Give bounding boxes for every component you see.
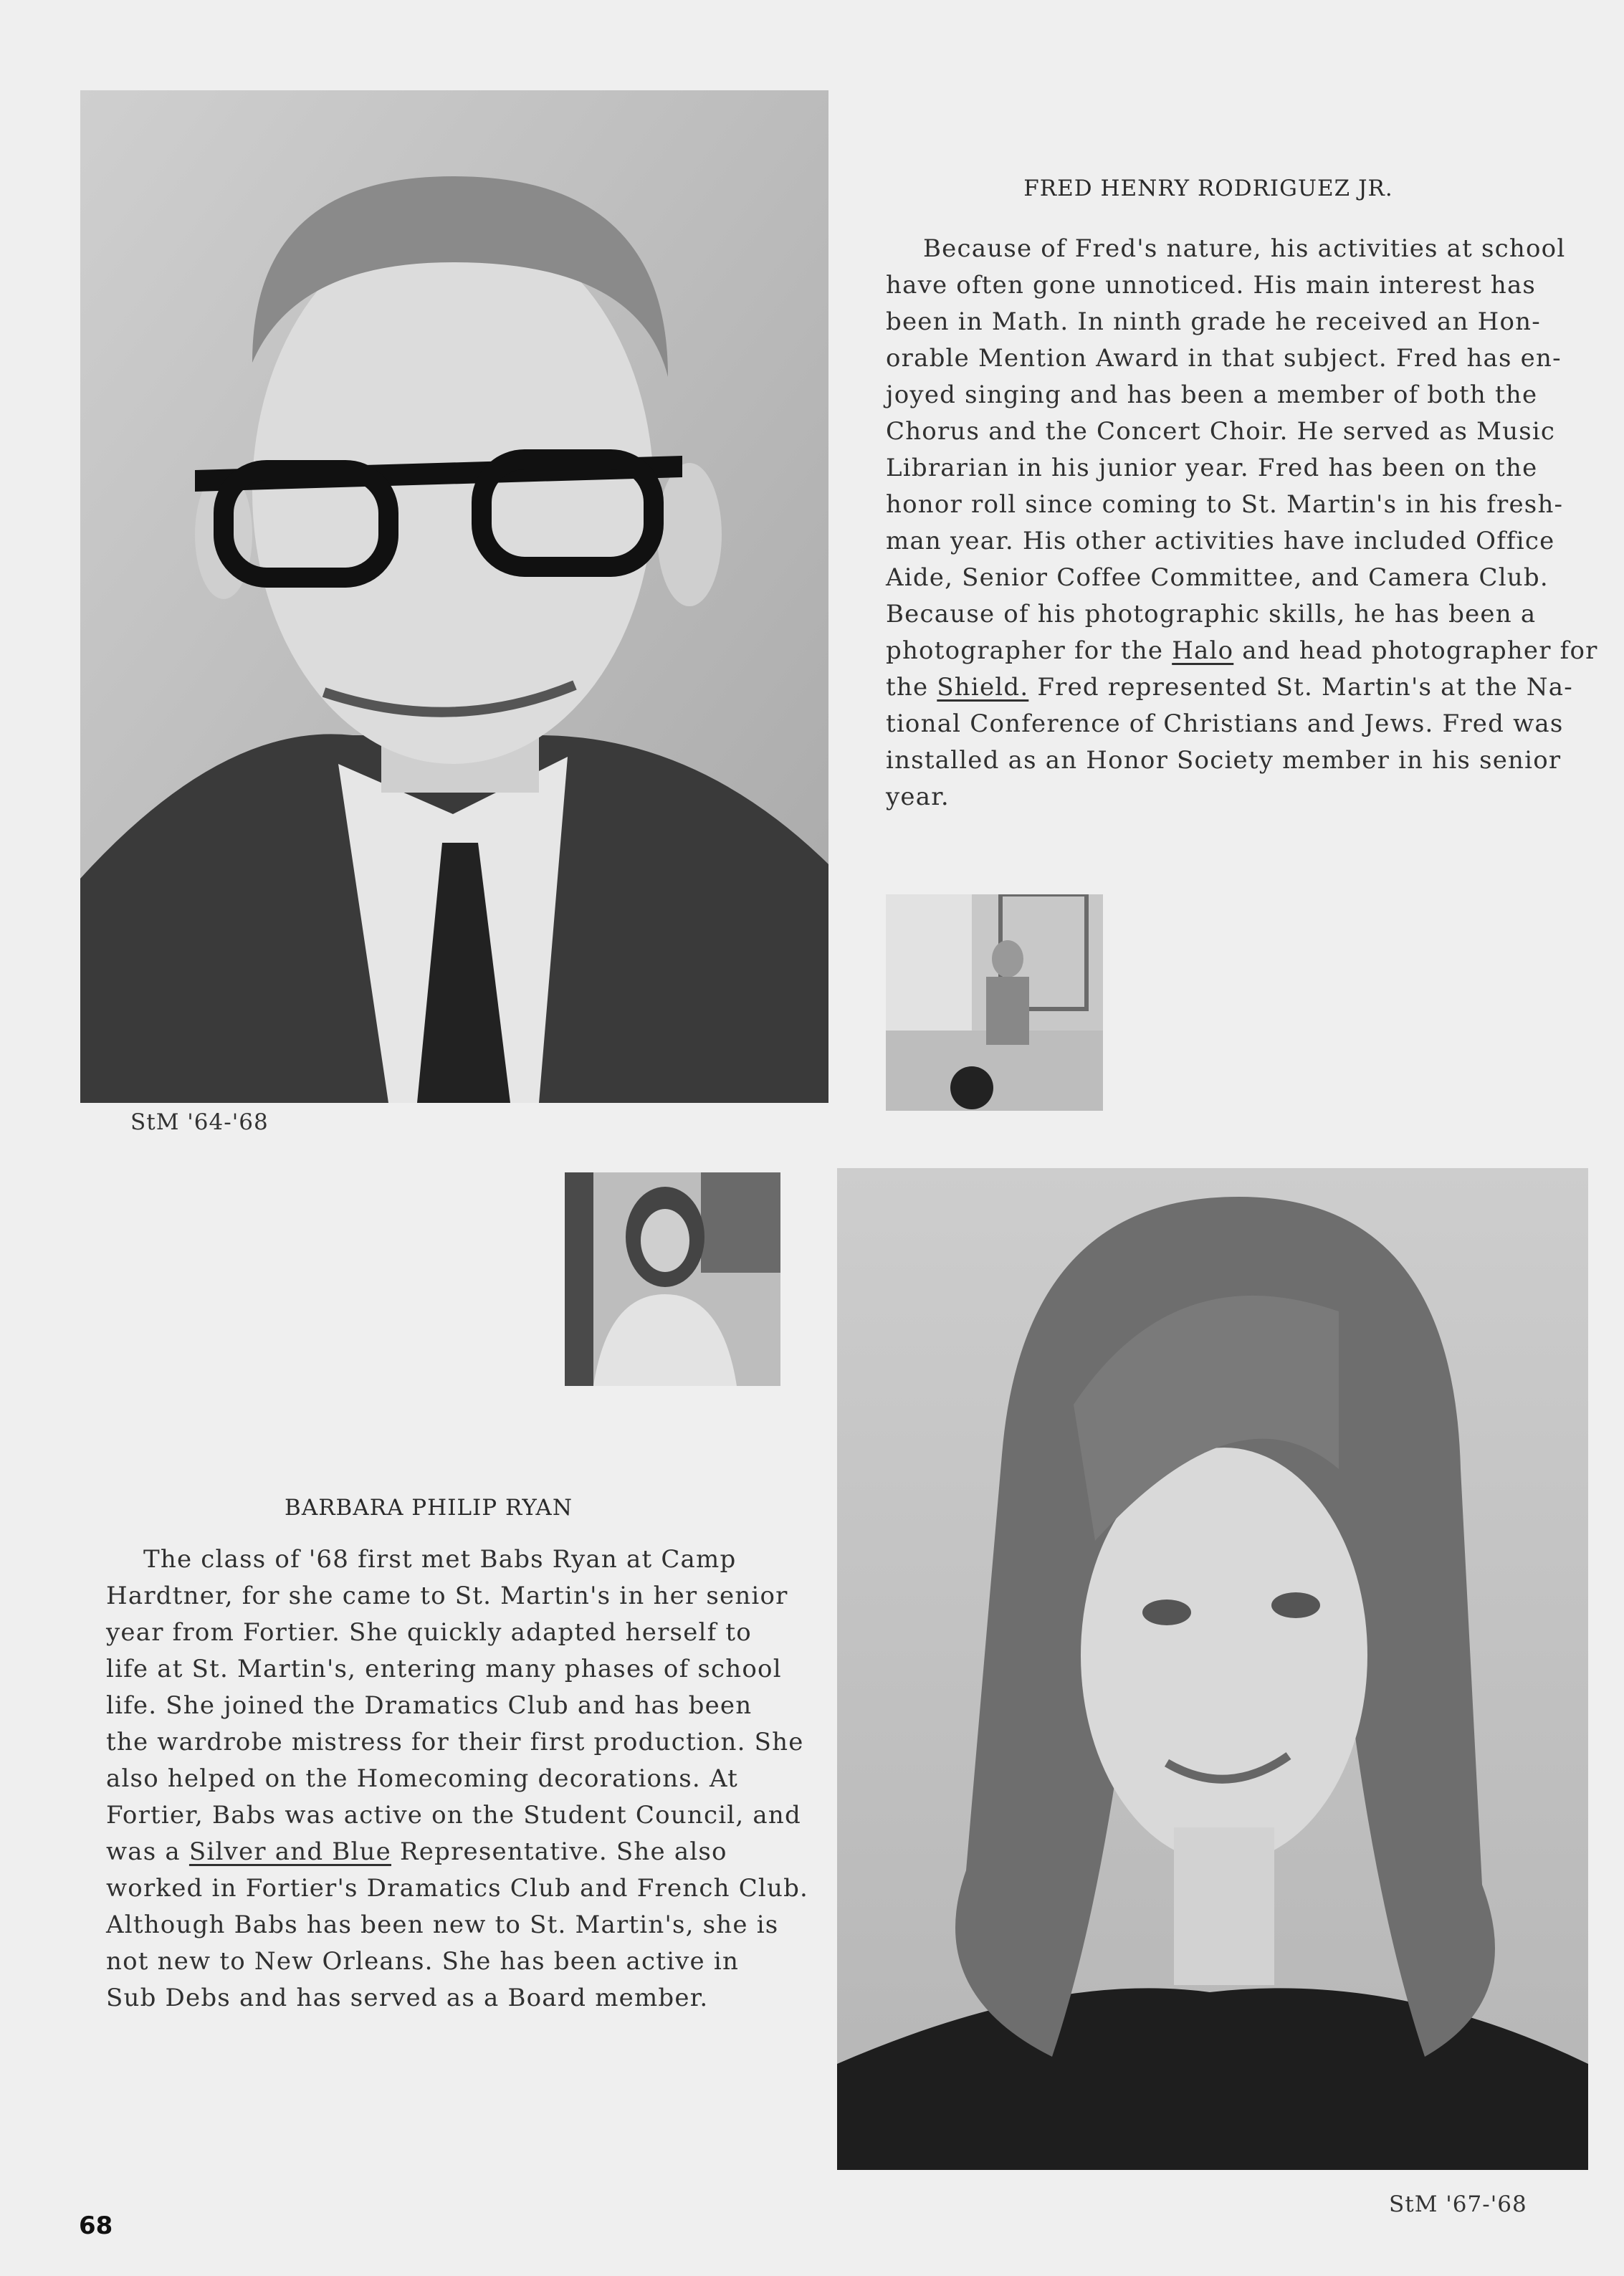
barbara-bio-line: worked in Fortier's Dramatics Club and French Club. (106, 1874, 809, 1903)
fred-bio-line: Because of Fred's nature, his activities at school (923, 234, 1566, 263)
fred-bio-line: orable Mention Award in that subject. Fred has en- (886, 344, 1562, 373)
barbara-bio-line: The class of '68 first met Babs Ryan at Camp (143, 1545, 737, 1574)
publication-title-silver-and-blue: Silver and Blue (188, 1837, 391, 1866)
fred-bio-line: Aide, Senior Coffee Committee, and Camera Club. (886, 563, 1549, 592)
barbara-bio (106, 1541, 808, 2017)
barbara-name-heading: BARBARA PHILIP RYAN (285, 1495, 573, 1521)
fred-bio-line: have often gone unnoticed. His main interest has (886, 271, 1537, 300)
fred-bio-line: honor roll since coming to St. Martin's in his fresh- (886, 490, 1564, 519)
fred-bio-line: photographer for the Halo and head photographer for (886, 636, 1598, 665)
publication-title-shield: Shield. (937, 673, 1029, 702)
portrait-photo-fred (80, 90, 828, 1103)
page-number: 68 (79, 2212, 113, 2240)
fred-bio-line: man year. His other activities have included Office (886, 527, 1555, 555)
barbara-bio-line: Fortier, Babs was active on the Student Council, and (106, 1801, 801, 1830)
barbara-bio-line: life. She joined the Dramatics Club and has been (106, 1691, 753, 1720)
barbara-bio-line: the wardrobe mistress for their first production. She (106, 1728, 804, 1756)
candid-photo-fred (886, 894, 1103, 1111)
barbara-bio-line: Although Babs has been new to St. Martin's, she is (106, 1911, 779, 1939)
fred-bio-line: Chorus and the Concert Choir. He served as Music (886, 417, 1556, 446)
fred-bio-line: Librarian in his junior year. Fred has been on the (886, 454, 1538, 482)
barbara-bio-line: year from Fortier. She quickly adapted herself to (106, 1618, 752, 1647)
barbara-bio-line: also helped on the Homecoming decorations. At (106, 1764, 738, 1793)
barbara-bio-line: Hardtner, for she came to St. Martin's in her senior (106, 1582, 788, 1610)
barbara-years-caption: StM '67-'68 (1389, 2191, 1527, 2217)
fred-years-caption: StM '64-'68 (130, 1109, 269, 1135)
fred-bio-line: joyed singing and has been a member of both the (886, 381, 1538, 409)
barbara-bio-line: life at St. Martin's, entering many phases of school (106, 1655, 782, 1683)
fred-bio (886, 231, 1598, 816)
barbara-bio-line: Sub Debs and has served as a Board member. (106, 1984, 709, 2012)
fred-bio-line: the Shield. Fred represented St. Martin's at the Na- (886, 673, 1573, 702)
publication-title-halo: Halo (1172, 636, 1234, 665)
fred-bio-line: year. (886, 783, 950, 811)
fred-name-heading: FRED HENRY RODRIGUEZ JR. (1023, 176, 1393, 201)
candid-photo-barbara (565, 1172, 780, 1386)
barbara-bio-line: was a Silver and Blue Representative. She also (106, 1837, 727, 1866)
fred-bio-line: Because of his photographic skills, he has been a (886, 600, 1537, 628)
portrait-photo-barbara (837, 1168, 1588, 2170)
fred-bio-line: installed as an Honor Society member in his senior (886, 746, 1562, 775)
fred-bio-line: been in Math. In ninth grade he received an Hon- (886, 307, 1541, 336)
barbara-bio-line: not new to New Orleans. She has been active in (106, 1947, 740, 1976)
fred-bio-line: tional Conference of Christians and Jews. Fred was (886, 709, 1564, 738)
